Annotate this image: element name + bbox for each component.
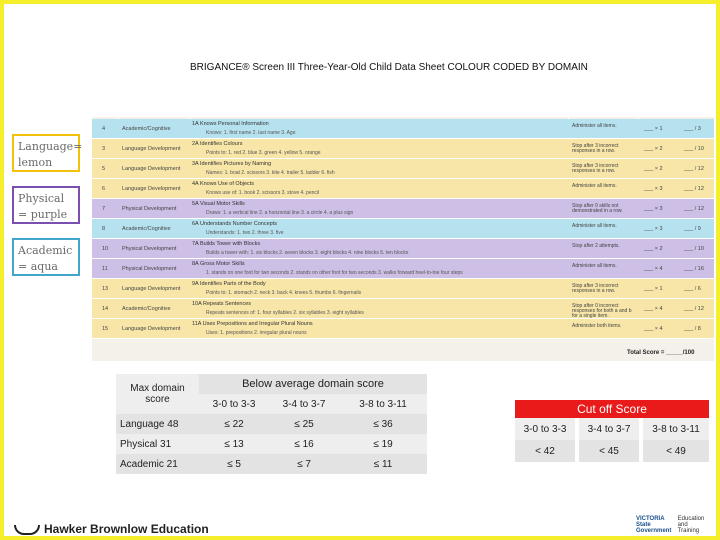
- skill-title: 2A Identifies Colours: [192, 141, 243, 147]
- skill-title: 9A Identifies Parts of the Body: [192, 281, 266, 287]
- cutoff-value: < 49: [643, 440, 709, 462]
- domain-cell: Language Development: [122, 286, 181, 292]
- item-number: 6: [102, 186, 106, 192]
- table-row: [92, 139, 714, 159]
- table-row: [92, 179, 714, 199]
- score-cell: ≤ 36: [339, 414, 427, 434]
- skill-title: 7A Builds Tower with Blocks: [192, 241, 261, 247]
- domain-cell: Physical Development: [122, 266, 177, 272]
- skill-items: Repeats sentences of: 1. four syllables 2. six syllables 3. eight syllables: [206, 310, 364, 316]
- instructions: Stop after 3 incorrect responses in a row.: [572, 283, 619, 294]
- score-total: ___ / 8: [684, 326, 701, 332]
- max-domain-score-header: Max domain score: [116, 374, 199, 414]
- age-column-header: 3-8 to 3-11: [339, 394, 427, 414]
- skill-title: 3A Identifies Pictures by Naming: [192, 161, 272, 167]
- score-multiplier: ___ × 4: [644, 326, 663, 332]
- score-cell: ≤ 11: [339, 454, 427, 474]
- age-column-header: 3-4 to 3-7: [269, 394, 339, 414]
- table-row: [92, 159, 714, 179]
- skill-items: Knows use of: 1. book 2. scissors 3. stove 4. pencil: [206, 190, 320, 196]
- score-multiplier: ___ × 3: [644, 206, 663, 212]
- table-row: [92, 199, 714, 219]
- skill-items: Points to: 1. stomach 2. neck 3. back 4. knees 5. thumbs 6. fingernails: [206, 290, 362, 296]
- domain-label: Academic 21: [116, 454, 199, 474]
- item-number: 3: [102, 146, 106, 152]
- below-average-table: [116, 374, 427, 474]
- instructions: Administer all items.: [572, 263, 617, 269]
- cutoff-table: [511, 400, 713, 462]
- data-sheet: [92, 117, 714, 361]
- score-multiplier: ___ × 3: [644, 226, 663, 232]
- domain-cell: Academic/Cognitive: [122, 126, 171, 132]
- score-cell: ≤ 5: [199, 454, 269, 474]
- instructions: Administer all items.: [572, 223, 617, 229]
- instructions: Administer all items.: [572, 183, 617, 189]
- table-row: [92, 219, 714, 239]
- book-icon: [14, 525, 40, 535]
- score-total: ___ / 3: [684, 126, 701, 132]
- publisher-logo: [14, 522, 209, 536]
- instructions: Stop after 0 incorrect responses for both a and b for a single item.: [572, 303, 632, 319]
- item-number: 15: [102, 326, 109, 332]
- skill-items: Builds a tower with: 1. six blocks 2. seven blocks 3. eight blocks 4. nine blocks 5. ten blocks: [206, 250, 409, 256]
- skill-items: 1. stands on one foot for two seconds 2. stands on other foot for two seconds 3. walks forward heel-to-toe four steps: [206, 270, 463, 276]
- skill-title: 8A Gross Motor Skills: [192, 261, 245, 267]
- score-total: ___ / 12: [684, 186, 704, 192]
- government-name: VICTORIA State Government: [636, 516, 672, 534]
- domain-cell: Language Development: [122, 326, 181, 332]
- age-column-header: 3-4 to 3-7: [579, 418, 639, 440]
- score-multiplier: ___ × 4: [644, 306, 663, 312]
- score-total: ___ / 10: [684, 246, 704, 252]
- skill-items: Knows: 1. first name 2. last name 3. Age: [206, 130, 296, 136]
- table-row: [92, 299, 714, 319]
- skill-items: Understands: 1. two 2. three 3. five: [206, 230, 284, 236]
- age-column-header: 3-0 to 3-3: [199, 394, 269, 414]
- score-multiplier: ___ × 2: [644, 146, 663, 152]
- score-total: ___ / 6: [684, 286, 701, 292]
- score-cell: ≤ 16: [269, 434, 339, 454]
- table-row: [116, 414, 427, 434]
- legend-physical: Physical = purple: [12, 186, 80, 224]
- table-row: [92, 319, 714, 339]
- skill-title: 10A Repeats Sentences: [192, 301, 252, 307]
- domain-cell: Academic/Cognitive: [122, 306, 171, 312]
- item-number: 7: [102, 206, 106, 212]
- skill-items: Names: 1. boat 2. scissors 3. kite 4. trailer 5. ladder 6. fish: [206, 170, 335, 176]
- government-logo: [636, 516, 708, 534]
- score-multiplier: ___ × 2: [644, 246, 663, 252]
- cutoff-value: < 45: [579, 440, 639, 462]
- department-name: Education and Training: [677, 516, 705, 534]
- score-multiplier: ___ × 2: [644, 166, 663, 172]
- total-score: Total Score = _____/100: [627, 350, 695, 356]
- age-column-header: 3-0 to 3-3: [515, 418, 575, 440]
- skill-title: 11A Uses Prepositions and Irregular Plural Nouns: [192, 321, 313, 327]
- domain-cell: Academic/Cognitive: [122, 226, 171, 232]
- domain-cell: Physical Development: [122, 246, 177, 252]
- score-total: ___ / 9: [684, 226, 701, 232]
- skill-items: Uses: 1. prepositions 2. irregular plural nouns: [206, 330, 307, 336]
- score-multiplier: ___ × 1: [644, 286, 663, 292]
- item-number: 5: [102, 166, 106, 172]
- instructions: Stop after 3 incorrect responses in a row.: [572, 143, 619, 154]
- score-cell: ≤ 13: [199, 434, 269, 454]
- item-number: 10: [102, 246, 109, 252]
- publisher-name: Hawker Brownlow Education: [44, 522, 209, 536]
- item-number: 13: [102, 286, 109, 292]
- instructions: Stop after 3 incorrect responses in a row.: [572, 163, 619, 174]
- table-row: [116, 454, 427, 474]
- score-total: ___ / 10: [684, 146, 704, 152]
- skill-items: Draws: 1. a vertical line 2. a horizontal line 3. a circle 4. a plus sign: [206, 210, 354, 216]
- instructions: Stop after 2 attempts.: [572, 243, 620, 249]
- score-multiplier: ___ × 4: [644, 266, 663, 272]
- item-number: 11: [102, 266, 108, 272]
- domain-label: Physical 31: [116, 434, 199, 454]
- age-column-header: 3-8 to 3-11: [643, 418, 709, 440]
- cutoff-header: Cut off Score: [515, 400, 709, 418]
- score-total: ___ / 12: [684, 306, 704, 312]
- score-total: ___ / 16: [684, 266, 704, 272]
- domain-cell: Language Development: [122, 146, 181, 152]
- legend-language: Language= lemon: [12, 134, 80, 172]
- cutoff-value: < 42: [515, 440, 575, 462]
- score-total: ___ / 12: [684, 166, 704, 172]
- skill-title: 6A Understands Number Concepts: [192, 221, 277, 227]
- legend-academic: Academic = aqua: [12, 238, 80, 276]
- score-total: ___ / 12: [684, 206, 704, 212]
- domain-cell: Physical Development: [122, 206, 177, 212]
- table-row: [515, 440, 709, 462]
- table-row: [92, 279, 714, 299]
- skill-items: Points to: 1. red 2. blue 3. green 4. yellow 5. orange: [206, 150, 321, 156]
- score-multiplier: ___ × 3: [644, 186, 663, 192]
- score-cell: ≤ 22: [199, 414, 269, 434]
- instructions: Administer both items.: [572, 323, 622, 329]
- item-number: 14: [102, 306, 109, 312]
- skill-title: 4A Knows Use of Objects: [192, 181, 255, 187]
- table-row: [116, 434, 427, 454]
- item-number: 8: [102, 226, 106, 232]
- score-cell: ≤ 25: [269, 414, 339, 434]
- below-average-header: Below average domain score: [199, 374, 427, 394]
- domain-label: Language 48: [116, 414, 199, 434]
- instructions: Stop after 0 skills not demonstrated in a row.: [572, 203, 623, 214]
- instructions: Administer all items.: [572, 123, 617, 129]
- table-row: [92, 239, 714, 259]
- table-row: [92, 259, 714, 279]
- score-cell: ≤ 19: [339, 434, 427, 454]
- item-number: 4: [102, 126, 106, 132]
- domain-cell: Language Development: [122, 186, 181, 192]
- skill-title: 1A Knows Personal Information: [192, 121, 269, 127]
- skill-title: 5A Visual Motor Skills: [192, 201, 245, 207]
- score-multiplier: ___ × 1: [644, 126, 663, 132]
- table-row: [92, 119, 714, 139]
- page-title: BRIGANCE® Screen III Three-Year-Old Child Data Sheet COLOUR CODED BY DOMAIN: [190, 62, 588, 73]
- domain-cell: Language Development: [122, 166, 181, 172]
- score-cell: ≤ 7: [269, 454, 339, 474]
